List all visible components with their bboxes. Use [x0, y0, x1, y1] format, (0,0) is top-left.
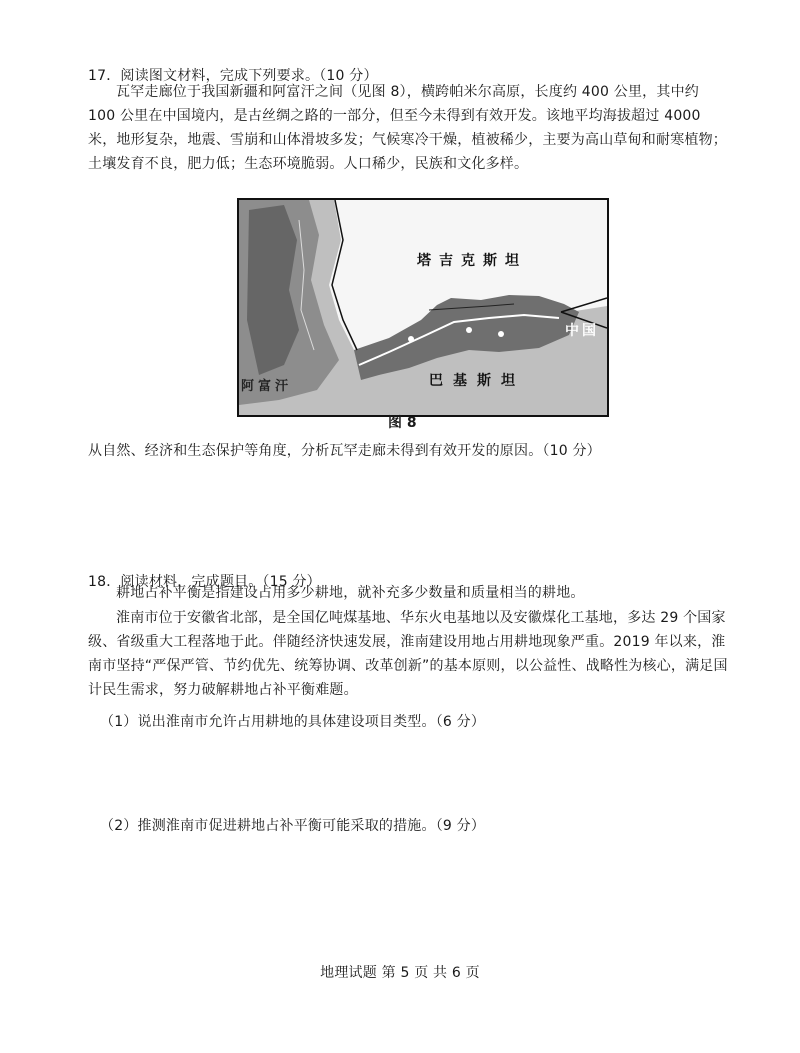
question-17-heading: 17．阅读图文材料，完成下列要求。（10 分）: [88, 68, 378, 84]
map-label-china: 中国: [565, 323, 599, 339]
question-17-material: 瓦罕走廊位于我国新疆和阿富汗之间（见图 8），横跨帕米尔高原，长度约 400 公里，其中约 100 公里在中国境内，是古丝绸之路的一部分，但至今未得到有效开发。该地平均海拔超过 4000 米，地形复杂，地震、雪崩和山体滑坡多发；气候寒冷干燥，植被稀少，主要为高山草甸和耐寒植物；土壤发育不良，肥力低；生态环境脆弱。人口稀少，民族和文化多样。: [88, 84, 727, 172]
map-graphic: [239, 200, 607, 415]
map-label-tajikistan: 塔吉克斯坦: [417, 253, 527, 269]
question-18-subquestion-2: （2）推测淮南市促进耕地占补平衡可能采取的措施。（9 分）: [100, 818, 486, 834]
page-footer: 地理试题 第 5 页 共 6 页: [320, 965, 480, 981]
question-18-heading: 18．阅读材料，完成题目。（15 分）: [88, 574, 321, 590]
question-18-definition: 耕地占补平衡是指建设占用多少耕地，就补充多少数量和质量相当的耕地。: [116, 585, 585, 601]
figure-caption: 图 8: [388, 415, 417, 431]
map-label-afghanistan: 阿富汗: [241, 379, 293, 394]
question-18-material: 淮南市位于安徽省北部，是全国亿吨煤基地、华东火电基地以及安徽煤化工基地，多达 29 个国家级、省级重大工程落地于此。伴随经济快速发展，淮南建设用地占用耕地现象严重。2019 年以来，淮南市坚持“严保严管、节约优先、统筹协调、改革创新”的基本原则，以公益性、战略性为核心，满足国计民生需求，努力破解耕地占补平衡难题。: [88, 610, 728, 698]
map-label-pakistan: 巴基斯坦: [429, 373, 525, 389]
wakhan-corridor-map: [237, 198, 609, 417]
question-17-prompt: 从自然、经济和生态保护等角度，分析瓦罕走廊未得到有效开发的原因。（10 分）: [88, 443, 601, 459]
question-18-subquestion-1: （1）说出淮南市允许占用耕地的具体建设项目类型。（6 分）: [100, 714, 486, 730]
